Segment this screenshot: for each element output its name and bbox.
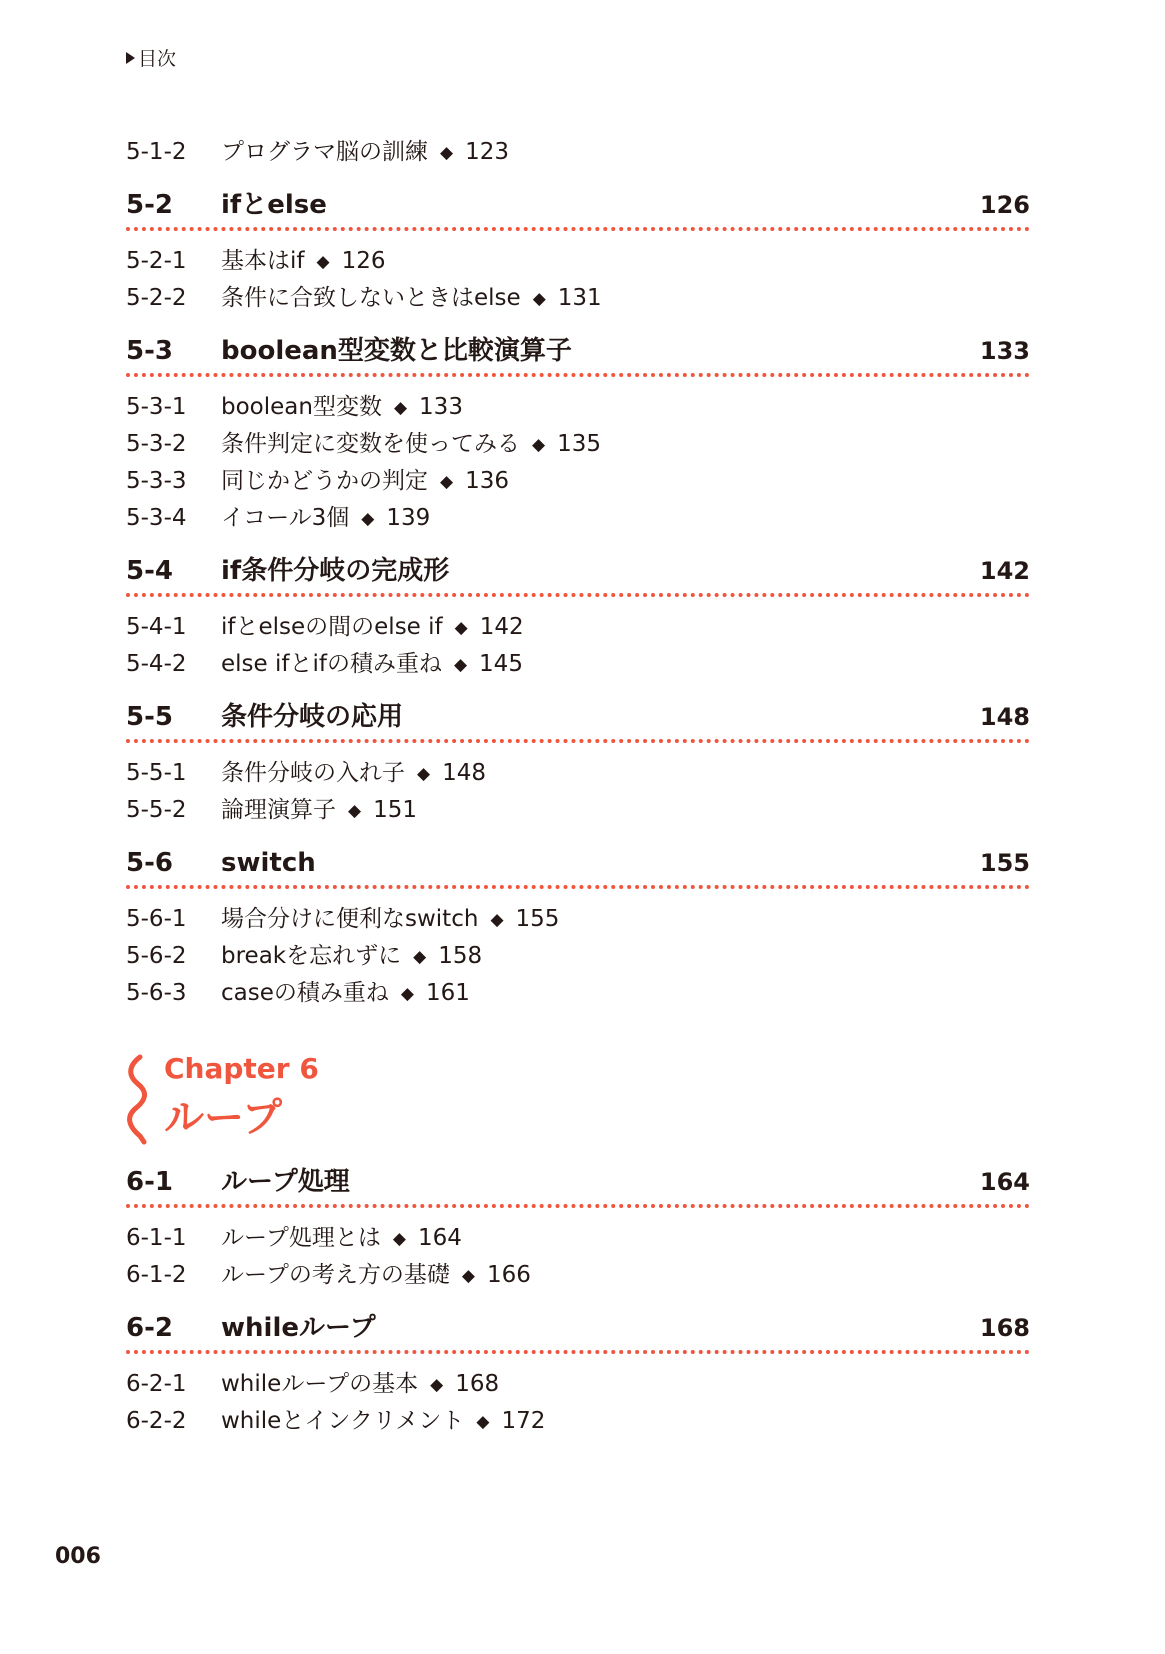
section-title: ifとelse [221,190,327,220]
section-number: 6-1 [126,1167,173,1197]
diamond-icon: ◆ [316,252,330,272]
entry-number: 5-2-2 [126,285,187,311]
section-number: 5-2 [126,190,173,220]
entry-title: 論理演算子 [221,797,336,823]
toc-entry [126,243,1030,280]
toc-entry [126,646,1030,683]
toc-section [126,841,1030,889]
entry-number: 5-3-4 [126,505,187,531]
entry-number: 5-2-1 [126,248,187,274]
diamond-icon: ◆ [440,472,454,492]
diamond-icon: ◆ [454,618,468,638]
diamond-icon: ◆ [392,1229,406,1249]
section-title: ループ処理 [221,1167,350,1197]
entry-number: 6-1-1 [126,1225,187,1251]
diamond-icon: ◆ [430,1375,444,1395]
toc-entry [126,755,1030,792]
entry-title: caseの積み重ね [221,980,389,1006]
toc-entry [126,1366,1030,1403]
section-page: 133 [979,337,1030,365]
section-number: 5-3 [126,336,173,366]
diamond-icon: ◆ [461,1266,475,1286]
entry-title: boolean型変数 [221,394,382,420]
section-title: boolean型変数と比較演算子 [221,336,572,366]
toc-section [126,1306,1030,1354]
toc-entry [126,389,1030,426]
entry-title: 同じかどうかの判定 [221,468,428,494]
entry-title: イコール3個 [221,505,350,531]
section-title: 条件分岐の応用 [221,702,404,732]
entry-page: 139 [386,505,431,531]
diamond-icon: ◆ [400,984,414,1004]
entry-page: 131 [557,285,602,311]
entry-number: 5-3-3 [126,468,187,494]
entry-number: 5-4-2 [126,651,187,677]
running-header [126,44,176,71]
entry-number: 5-3-2 [126,431,187,457]
entry-page: 126 [341,248,386,274]
toc-entry [126,463,1030,500]
triangle-right-icon [126,52,135,64]
diamond-icon: ◆ [413,947,427,967]
chapter-label: Chapter 6 [164,1052,319,1085]
entry-number: 5-3-1 [126,394,187,420]
section-number: 6-2 [126,1313,173,1343]
section-page: 164 [979,1168,1030,1196]
diamond-icon: ◆ [348,801,362,821]
diamond-icon: ◆ [532,435,546,455]
toc-entry [126,500,1030,537]
entry-title: 場合分けに便利なswitch [221,906,479,932]
section-title: switch [221,848,316,878]
table-of-contents [126,134,1030,1440]
entry-title: プログラマ脳の訓練 [221,139,428,165]
header-label: 目次 [138,48,177,70]
entry-title: 条件分岐の入れ子 [221,760,405,786]
section-number: 5-5 [126,702,173,732]
toc-entry [126,609,1030,646]
page-number: 006 [55,1544,101,1569]
entry-number: 5-5-1 [126,760,187,786]
toc-entry [126,938,1030,975]
toc-section [126,183,1030,231]
toc-entry [126,901,1030,938]
section-number: 5-6 [126,848,173,878]
entry-title: whileとインクリメント [221,1408,465,1434]
diamond-icon: ◆ [393,398,408,418]
entry-number: 5-6-3 [126,980,187,1006]
entry-number: 6-2-2 [126,1408,187,1434]
wavy-bracket-icon [124,1054,150,1146]
toc-entry [126,134,1030,171]
entry-page: 158 [438,943,483,969]
toc-entry [126,1403,1030,1440]
entry-title: ループの考え方の基礎 [221,1262,450,1288]
entry-title: ループ処理とは [221,1225,381,1251]
toc-entry [126,426,1030,463]
entry-number: 6-1-2 [126,1262,187,1288]
toc-entry [126,280,1030,317]
section-title: whileループ [221,1313,376,1343]
section-page: 142 [979,557,1030,585]
diamond-icon: ◆ [453,655,468,675]
toc-section [126,1160,1030,1208]
entry-page: 136 [465,468,509,494]
entry-page: 135 [557,431,601,457]
entry-title: breakを忘れずに [221,943,402,969]
entry-title: else ifとifの積み重ね [221,651,442,677]
section-page: 155 [979,849,1030,877]
entry-number: 5-6-2 [126,943,187,969]
entry-page: 168 [455,1371,500,1397]
entry-page: 172 [501,1408,546,1434]
entry-page: 164 [417,1225,462,1251]
toc-entry [126,975,1030,1012]
section-title: if条件分岐の完成形 [221,556,450,586]
toc-section [126,329,1030,377]
entry-title: whileループの基本 [221,1371,419,1397]
entry-page: 123 [465,139,509,165]
entry-title: 条件判定に変数を使ってみる [221,431,520,457]
entry-page: 133 [419,394,463,420]
entry-title: 条件に合致しないときはelse [221,285,521,311]
section-page: 148 [979,703,1030,731]
diamond-icon: ◆ [490,910,504,930]
entry-page: 142 [479,614,524,640]
entry-title: 基本はif [221,248,305,274]
section-page: 168 [979,1314,1030,1342]
toc-entry [126,792,1030,829]
section-number: 5-4 [126,556,173,586]
diamond-icon: ◆ [417,764,431,784]
toc-section [126,695,1030,743]
diamond-icon: ◆ [361,509,375,529]
entry-number: 5-6-1 [126,906,187,932]
diamond-icon: ◆ [440,143,454,163]
entry-number: 5-5-2 [126,797,187,823]
entry-number: 6-2-1 [126,1371,187,1397]
section-page: 126 [979,191,1030,219]
entry-page: 166 [486,1262,531,1288]
entry-page: 161 [425,980,470,1006]
toc-entry [126,1257,1030,1294]
entry-number: 5-1-2 [126,139,187,165]
entry-page: 145 [479,651,523,677]
entry-title: ifとelseの間のelse if [221,614,443,640]
chapter-heading [126,1052,1030,1148]
entry-number: 5-4-1 [126,614,187,640]
diamond-icon: ◆ [532,289,546,309]
entry-page: 148 [442,760,486,786]
toc-section [126,549,1030,597]
chapter-title: ループ [164,1095,282,1141]
toc-entry [126,1220,1030,1257]
entry-page: 151 [373,797,417,823]
diamond-icon: ◆ [476,1412,490,1432]
entry-page: 155 [515,906,560,932]
